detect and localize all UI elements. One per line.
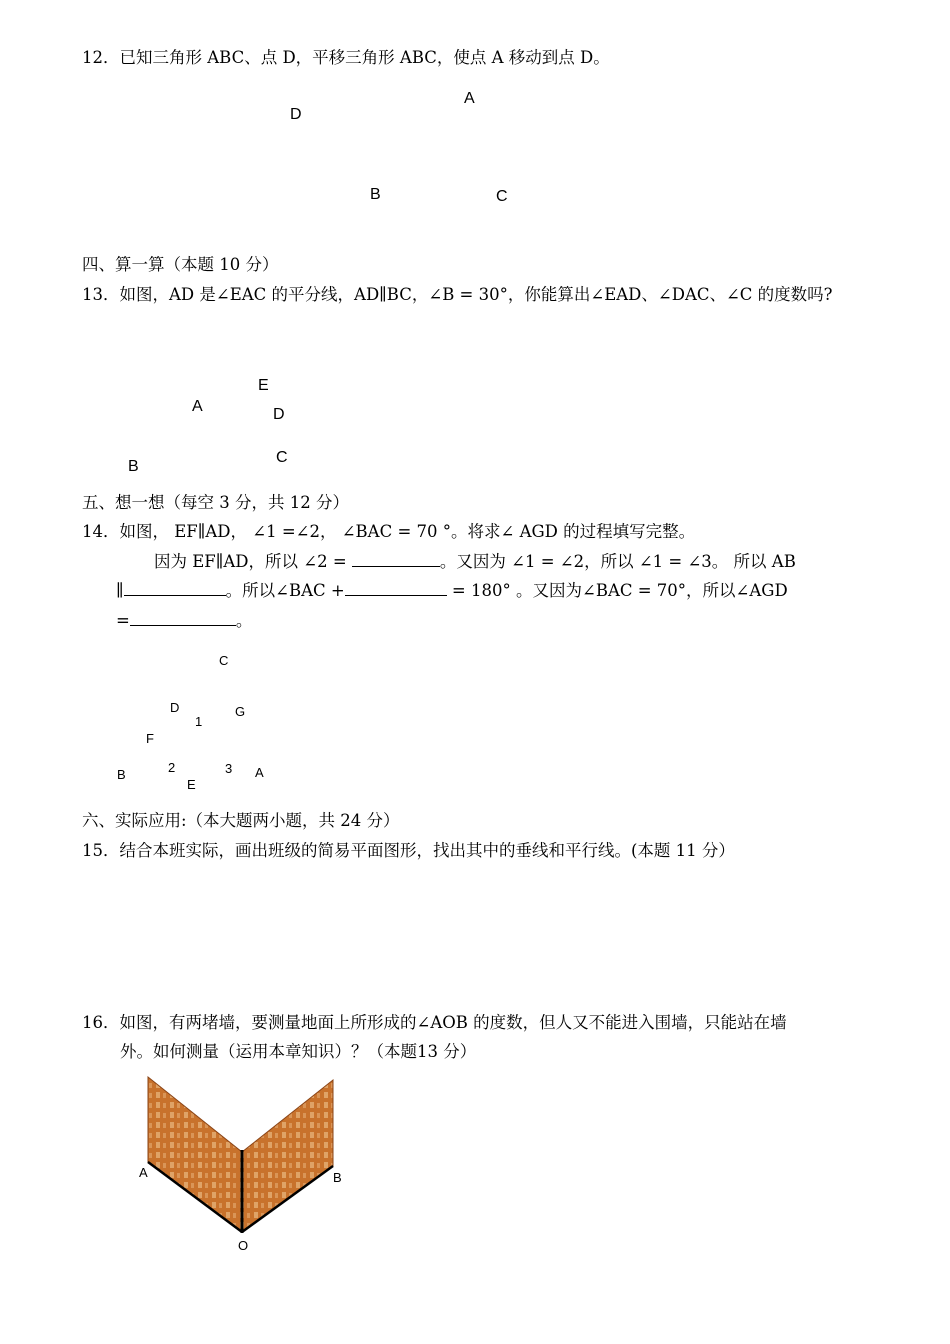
- q16-line1: 16．如图，有两堵墙，要测量地面上所形成的∠AOB 的度数，但人又不能进入围墙，只能站在墙: [82, 1013, 787, 1032]
- right-wall: [242, 1080, 333, 1232]
- q14-label-c: C: [219, 653, 229, 668]
- q14-label-e: E: [187, 777, 196, 792]
- q16-label-a: A: [139, 1165, 148, 1180]
- q12-label-d: D: [290, 106, 302, 123]
- q14-label-2: 2: [168, 760, 176, 775]
- q14-line3-a: =: [116, 611, 130, 630]
- q13-label-e: E: [258, 377, 269, 394]
- q13-label-b: B: [128, 458, 139, 475]
- q13-label-c: C: [276, 449, 288, 466]
- q12-label-a: A: [464, 90, 475, 107]
- q14-line1-b: 。又因为 ∠1 = ∠2，所以 ∠1 = ∠3。 所以 AB: [439, 552, 796, 571]
- q14-line2-b: 。所以∠BAC +: [225, 581, 345, 600]
- q13-text: 13．如图，AD 是∠EAC 的平分线，AD∥BC，∠B = 30°，你能算出∠EAD、∠DAC、∠C 的度数吗?: [82, 285, 833, 304]
- section-5-title: 五、想一想（每空 3 分，共 12 分）: [82, 493, 349, 512]
- section-6-title: 六、实际应用:（本大题两小题，共 24 分）: [82, 811, 400, 830]
- q13-label-a: A: [192, 398, 203, 415]
- q14-label-g: G: [235, 704, 246, 719]
- q12-label-b: B: [370, 186, 381, 203]
- q14-label-b: B: [117, 767, 126, 782]
- q14-line1-a: 因为 EF∥AD，所以 ∠2 =: [154, 552, 352, 571]
- q14-label-f: F: [146, 731, 154, 746]
- section-4-title: 四、算一算（本题 10 分）: [82, 255, 279, 274]
- q16-line2: 外。如何测量（运用本章知识）？（本题13 分）: [120, 1042, 477, 1061]
- q14-label-a: A: [255, 765, 264, 780]
- q14-text: 14．如图， EF∥AD， ∠1 =∠2， ∠BAC = 70 °。将求∠ AGD 的过程填写完整。: [82, 522, 696, 541]
- q15-text: 15．结合本班实际，画出班级的简易平面图形，找出其中的垂线和平行线。(本题 11 分）: [82, 841, 735, 860]
- q13-label-d: D: [273, 406, 285, 423]
- q14-line2-a: ∥: [116, 581, 124, 600]
- q14-line3-b: 。: [235, 611, 253, 630]
- q16-label-b: B: [333, 1170, 342, 1185]
- q14-label-1: 1: [195, 714, 203, 729]
- q16-label-o: O: [238, 1238, 249, 1253]
- q12-text: 12．已知三角形 ABC、点 D，平移三角形 ABC，使点 A 移动到点 D。: [82, 48, 610, 67]
- left-wall: [148, 1077, 242, 1232]
- q14-label-3: 3: [225, 761, 233, 776]
- q14-label-d: D: [170, 700, 180, 715]
- q14-line2-c: = 180° 。又因为∠BAC = 70°，所以∠AGD: [446, 581, 788, 600]
- q12-label-c: C: [496, 188, 508, 205]
